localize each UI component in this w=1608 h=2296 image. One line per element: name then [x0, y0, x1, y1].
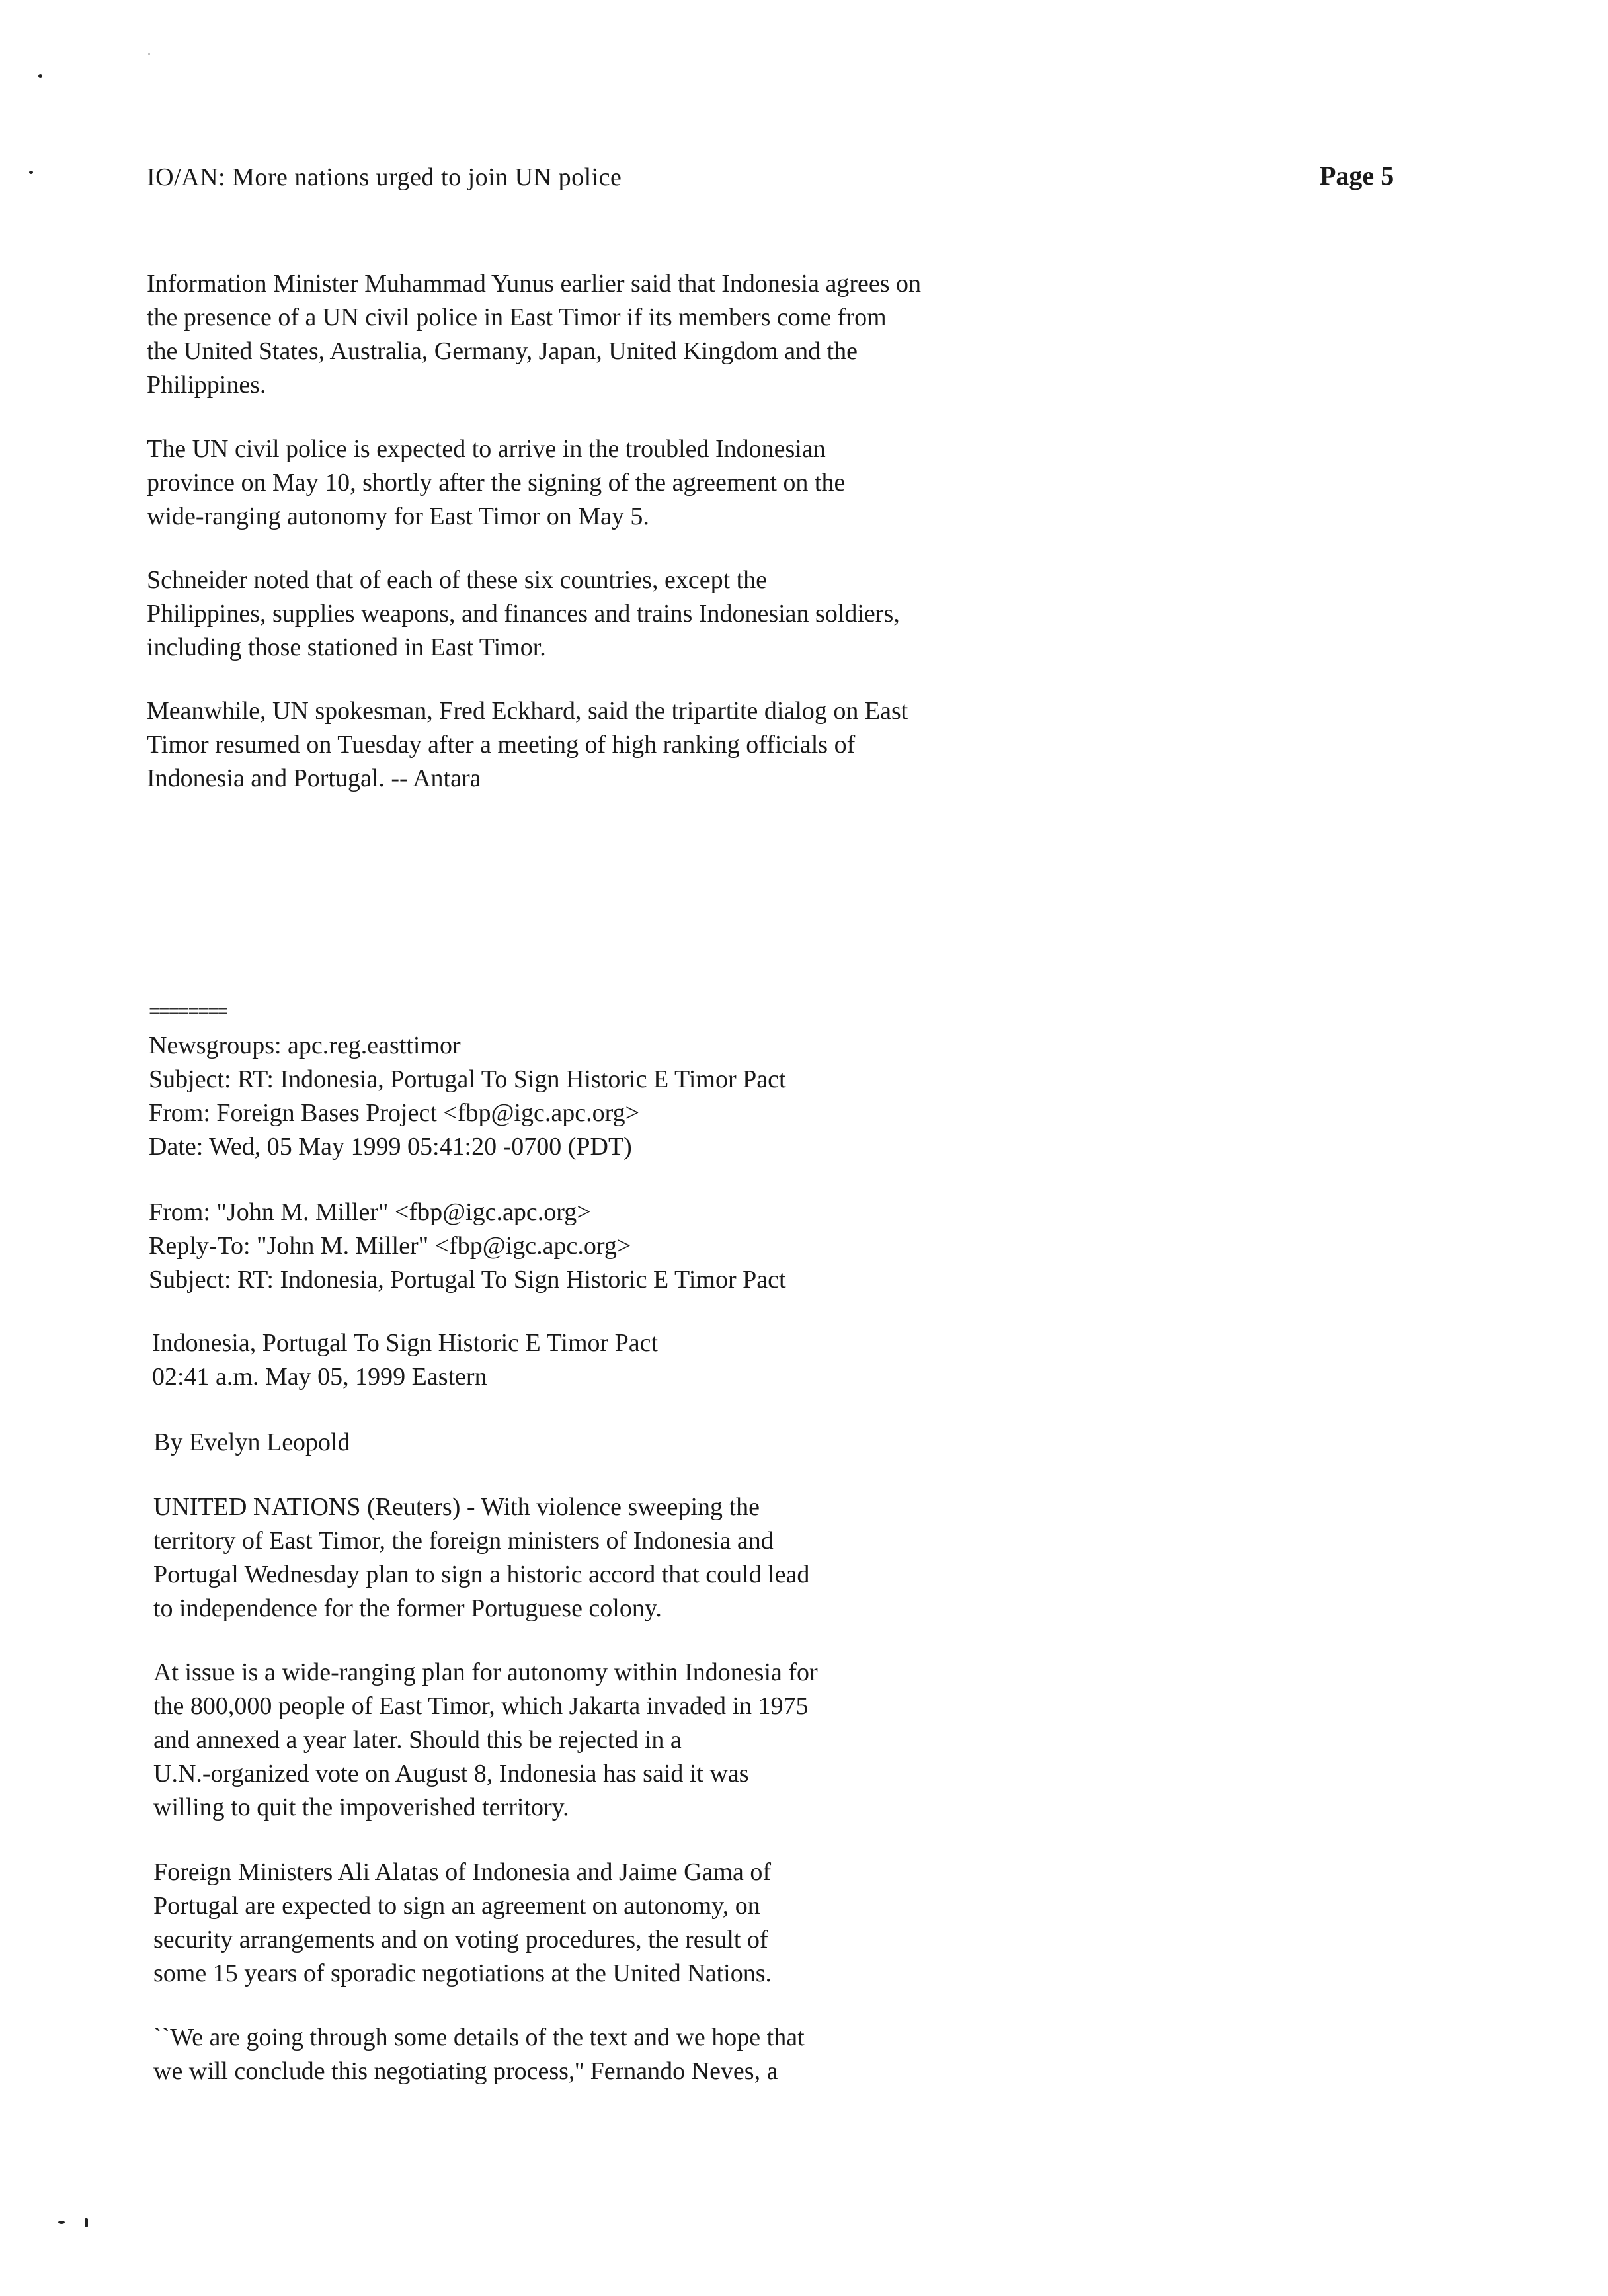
header-date: Date: Wed, 05 May 1999 05:41:20 -0700 (PDT) [149, 1133, 632, 1161]
story-dateline: 02:41 a.m. May 05, 1999 Eastern [152, 1363, 487, 1391]
article2-paragraph-1 [153, 1491, 809, 1625]
text-line: to independence for the former Portuguese colony. [153, 1594, 662, 1622]
story-headline: Indonesia, Portugal To Sign Historic E Timor Pact [152, 1329, 659, 1357]
article2-paragraph-3 [153, 1856, 772, 1990]
article1-paragraph-1 [147, 267, 921, 402]
forward-reply-to: Reply-To: "John M. Miller" <fbp@igc.apc.org> [149, 1232, 631, 1260]
message-separator: ======== [149, 1003, 227, 1023]
text-line: territory of East Timor, the foreign ministers of Indonesia and [153, 1527, 774, 1555]
text-line: including those stationed in East Timor. [147, 634, 546, 661]
text-line: the presence of a UN civil police in East Timor if its members come from [147, 304, 887, 331]
scan-speck [85, 2218, 88, 2227]
text-line: Foreign Ministers Ali Alatas of Indonesia and Jaime Gama of [153, 1858, 771, 1886]
page-number: Page 5 [1320, 161, 1394, 190]
text-line: Timor resumed on Tuesday after a meeting of high ranking officials of [147, 731, 856, 758]
scan-speck [58, 2221, 65, 2224]
message-header [149, 1029, 786, 1164]
article2-paragraph-2 [153, 1656, 818, 1824]
text-line: willing to quit the impoverished territory. [153, 1793, 569, 1821]
text-line: Schneider noted that of each of these six countries, except the [147, 566, 768, 594]
text-line: Portugal Wednesday plan to sign a historic accord that could lead [153, 1561, 810, 1588]
header-newsgroups: Newsgroups: apc.reg.easttimor [149, 1032, 461, 1059]
story-title [152, 1327, 658, 1394]
text-line: wide-ranging autonomy for East Timor on May 5. [147, 503, 649, 530]
article2-paragraph-4 [153, 2021, 805, 2088]
text-line: the United States, Australia, Germany, Japan, United Kingdom and the [147, 337, 858, 365]
text-line: we will conclude this negotiating process,'' Fernando Neves, a [153, 2057, 778, 2085]
scan-speck [29, 171, 33, 174]
text-line: The UN civil police is expected to arrive in the troubled Indonesian [147, 435, 826, 463]
article1-paragraph-4 [147, 694, 908, 796]
text-line: security arrangements and on voting procedures, the result of [153, 1926, 768, 1953]
text-line: ``We are going through some details of the text and we hope that [153, 2024, 805, 2051]
text-line: and annexed a year later. Should this be rejected in a [153, 1726, 682, 1754]
text-line: Philippines, supplies weapons, and finances and trains Indonesian soldiers, [147, 600, 900, 628]
text-line: U.N.-organized vote on August 8, Indonesia has said it was [153, 1760, 749, 1787]
text-line: province on May 10, shortly after the signing of the agreement on the [147, 469, 846, 497]
page-header-title: IO/AN: More nations urged to join UN police [147, 163, 622, 191]
text-line: some 15 years of sporadic negotiations at the United Nations. [153, 1959, 772, 1987]
byline: By Evelyn Leopold [153, 1428, 350, 1456]
text-line: Information Minister Muhammad Yunus earlier said that Indonesia agrees on [147, 270, 922, 298]
text-line: UNITED NATIONS (Reuters) - With violence sweeping the [153, 1493, 760, 1521]
forward-header [149, 1196, 786, 1297]
article1-paragraph-3 [147, 563, 900, 665]
scan-speck [38, 74, 42, 78]
article1-paragraph-2 [147, 432, 845, 534]
header-subject: Subject: RT: Indonesia, Portugal To Sign Historic E Timor Pact [149, 1065, 786, 1093]
text-line: Meanwhile, UN spokesman, Fred Eckhard, said the tripartite dialog on East [147, 697, 908, 725]
text-line: Portugal are expected to sign an agreement on autonomy, on [153, 1892, 760, 1920]
text-line: Philippines. [147, 371, 266, 399]
header-from: From: Foreign Bases Project <fbp@igc.apc.org> [149, 1099, 640, 1127]
text-line: the 800,000 people of East Timor, which Jakarta invaded in 1975 [153, 1692, 809, 1720]
forward-subject: Subject: RT: Indonesia, Portugal To Sign Historic E Timor Pact [149, 1266, 786, 1293]
text-line: Indonesia and Portugal. -- Antara [147, 764, 481, 792]
scan-speck [148, 53, 150, 55]
text-line: At issue is a wide-ranging plan for autonomy within Indonesia for [153, 1659, 818, 1686]
forward-from: From: "John M. Miller" <fbp@igc.apc.org> [149, 1198, 591, 1226]
